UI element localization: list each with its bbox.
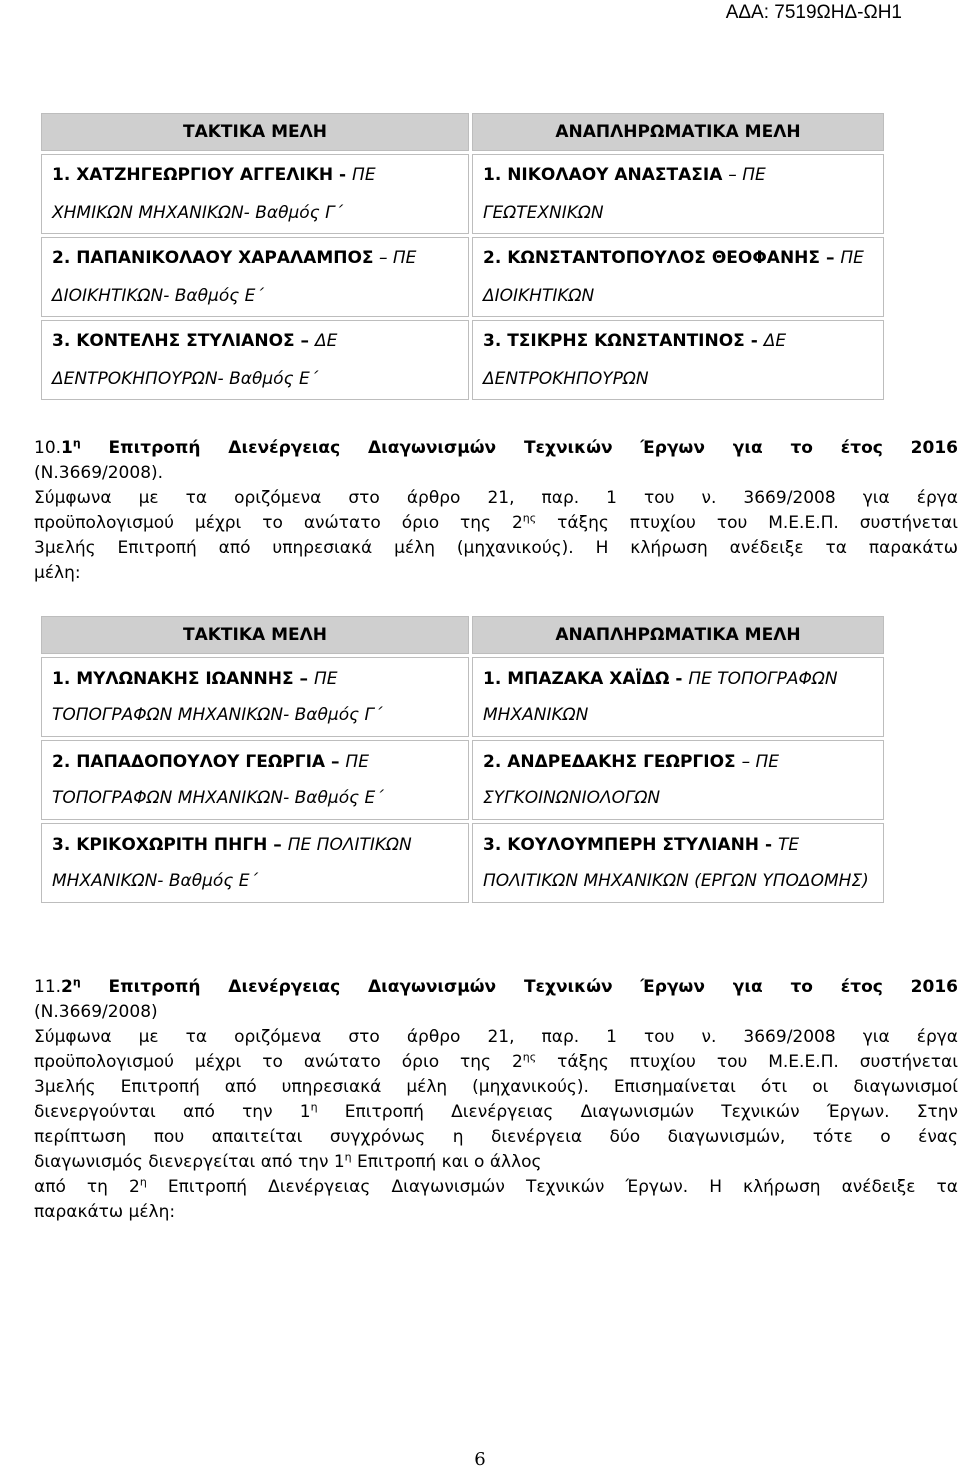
paragraph-line: προϋπολογισμού μέχρι το ανώτατο όριο της $2^{\eta\varsigma}$ τάξης πτυχίου του Μ.Ε.Ε.Π. συστήνεται — [34, 1050, 958, 1072]
paragraph-line: 3μελής Επιτροπή από υπηρεσιακά μέλη (μηχανικούς). Η κλήρωση ανέδειξε τα παρακάτω — [34, 538, 958, 558]
paragraph-line: περίπτωση που απαιτείται συγχρόνως η διενέργεια δύο διαγωνισμών, τότε ο ένας — [34, 1127, 958, 1147]
paragraph-line: 3μελής Επιτροπή από υπηρεσιακά μέλη (μηχανικούς). Επισημαίνεται ότι οι διαγωνισμοί — [34, 1077, 958, 1097]
paragraph-line: μέλη: — [34, 563, 81, 583]
member-specialty: – ΠΕ ΓΕΩΤΕΧΝΙΚΩΝ — [483, 165, 766, 223]
table-row — [41, 740, 884, 820]
regular-member — [41, 320, 469, 400]
table-row — [41, 823, 884, 903]
member-specialty: ΠΕ ΤΟΠΟΓΡΑΦΩΝ ΜΗΧΑΝΙΚΩΝ- Βαθμός Ε΄ — [52, 752, 384, 808]
table-row — [41, 154, 884, 234]
regular-member — [41, 237, 469, 317]
section-number: 10. — [34, 438, 62, 458]
section-title: Επιτροπή Διενέργειας Διαγωνισμών Τεχνικών Έργων για το έτος 2016 — [80, 438, 958, 458]
paragraph-line: διαγωνισμός διενεργείται από την $1^\eta$ Επιτροπή και ο άλλος — [34, 1150, 542, 1172]
section-law: (Ν.3669/2008). — [34, 463, 164, 483]
section-10-heading — [34, 436, 958, 461]
member-name: 2. ΠΑΠΑΝΙΚΟΛΑΟΥ ΧΑΡΑΛΑΜΠΟΣ — [52, 248, 374, 268]
alternate-member — [472, 823, 884, 903]
section-11 — [34, 975, 958, 1225]
member-specialty: ΠΕ ΠΟΛΙΤΙΚΩΝ ΜΗΧΑΝΙΚΩΝ- Βαθμός Ε΄ — [52, 835, 412, 891]
committee-ordinal: 1 — [61, 438, 73, 458]
section-number: 11. — [34, 977, 62, 997]
member-specialty: ΠΕ ΤΟΠΟΓΡΑΦΩΝ ΜΗΧΑΝΙΚΩΝ- Βαθμός Γ΄ — [52, 669, 383, 725]
member-name: 2. ΠΑΠΑΔΟΠΟΥΛΟΥ ΓΕΩΡΓΙΑ – — [52, 752, 346, 772]
alternate-member — [472, 154, 884, 234]
member-name: 2. ΚΩΝΣΤΑΝΤΟΠΟΥΛΟΣ ΘΕΟΦΑΝΗΣ – — [483, 248, 841, 268]
member-specialty: ΠΕ ΧΗΜΙΚΩΝ ΜΗΧΑΝΙΚΩΝ- Βαθμός Γ΄ — [52, 165, 376, 223]
member-specialty: – ΠΕ ΣΥΓΚΟΙΝΩΝΙΟΛΟΓΩΝ — [483, 752, 779, 808]
col-header-regular: ΤΑΚΤΙΚΑ ΜΕΛΗ — [41, 616, 469, 654]
paragraph-line: από τη $2^\eta$ Επιτροπή Διενέργειας Διαγωνισμών Τεχνικών Έργων. Η κλήρωση ανέδειξε τα — [34, 1175, 958, 1197]
col-header-alternate: ΑΝΑΠΛΗΡΩΜΑΤΙΚΑ ΜΕΛΗ — [472, 616, 884, 654]
member-name: 3. ΚΟΥΛΟΥΜΠΕΡΗ ΣΤΥΛΙΑΝΗ - — [483, 835, 778, 855]
page-number: 6 — [474, 1449, 486, 1470]
table-row — [41, 657, 884, 737]
regular-member — [41, 657, 469, 737]
member-name: 1. ΝΙΚΟΛΑΟΥ ΑΝΑΣΤΑΣΙΑ — [483, 165, 729, 185]
member-specialty: – ΠΕ ΔΙΟΙΚΗΤΙΚΩΝ- Βαθμός Ε΄ — [52, 248, 417, 306]
member-name: 3. ΚΟΝΤΕΛΗΣ ΣΤΥΛΙΑΝΟΣ – — [52, 331, 315, 351]
paragraph-line: παρακάτω μέλη: — [34, 1202, 176, 1222]
paragraph-line: διενεργούνται από την $1^\eta$ Επιτροπή Διενέργειας Διαγωνισμών Τεχνικών Έργων. Στην — [34, 1100, 958, 1122]
member-name: 3. ΚΡΙΚΟΧΩΡΙΤΗ ΠΗΓΗ – — [52, 835, 288, 855]
ordinal-suffix: η — [72, 975, 81, 989]
member-specialty: ΤΕ ΠΟΛΙΤΙΚΩΝ ΜΗΧΑΝΙΚΩΝ (ΕΡΓΩΝ ΥΠΟΔΟΜΗΣ) — [483, 835, 869, 891]
member-name: 1. ΧΑΤΖΗΓΕΩΡΓΙΟΥ ΑΓΓΕΛΙΚΗ - — [52, 165, 353, 185]
section-10 — [34, 436, 958, 586]
member-name: 1. ΜΠΑΖΑΚΑ ΧΑΪΔΩ - — [483, 669, 689, 689]
ordinal-suffix: η — [72, 436, 81, 450]
paragraph-line: Σύμφωνα με τα οριζόμενα στο άρθρο 21, παρ. 1 του ν. 3669/2008 για έργα — [34, 488, 958, 508]
member-specialty: ΔΕ ΔΕΝΤΡΟΚΗΠΟΥΡΩΝ — [483, 331, 787, 389]
section-11-heading — [34, 975, 958, 1000]
col-header-regular: ΤΑΚΤΙΚΑ ΜΕΛΗ — [41, 113, 469, 151]
paragraph-line: προϋπολογισμού μέχρι το ανώτατο όριο της $2^{\eta\varsigma}$ τάξης πτυχίου του Μ.Ε.Ε.Π. συστήνεται — [34, 511, 958, 533]
member-name: 1. ΜΥΛΩΝΑΚΗΣ ΙΩΑΝΝΗΣ – — [52, 669, 314, 689]
table-header-row — [41, 616, 884, 654]
members-table-1 — [38, 110, 887, 403]
paragraph-line: Σύμφωνα με τα οριζόμενα στο άρθρο 21, παρ. 1 του ν. 3669/2008 για έργα — [34, 1027, 958, 1047]
section-law: (Ν.3669/2008) — [34, 1002, 158, 1022]
regular-member — [41, 823, 469, 903]
table-row — [41, 237, 884, 317]
committee-ordinal: 2 — [61, 977, 73, 997]
member-specialty: ΔΕ ΔΕΝΤΡΟΚΗΠΟΥΡΩΝ- Βαθμός Ε΄ — [52, 331, 338, 389]
member-name: 3. ΤΣΙΚΡΗΣ ΚΩΝΣΤΑΝΤΙΝΟΣ - — [483, 331, 764, 351]
regular-member — [41, 154, 469, 234]
section-title: Επιτροπή Διενέργειας Διαγωνισμών Τεχνικών Έργων για το έτος 2016 — [80, 977, 958, 997]
member-specialty: ΠΕ ΔΙΟΙΚΗΤΙΚΩΝ — [483, 248, 864, 306]
table-row — [41, 320, 884, 400]
alternate-member — [472, 237, 884, 317]
members-table-2 — [38, 613, 887, 906]
member-specialty: ΠΕ ΤΟΠΟΓΡΑΦΩΝ ΜΗΧΑΝΙΚΩΝ — [483, 669, 838, 725]
table-header-row — [41, 113, 884, 151]
ada-code: ΑΔΑ: 7519ΩΗΔ-ΩΗ1 — [725, 2, 902, 23]
col-header-alternate: ΑΝΑΠΛΗΡΩΜΑΤΙΚΑ ΜΕΛΗ — [472, 113, 884, 151]
member-name: 2. ΑΝΔΡΕΔΑΚΗΣ ΓΕΩΡΓΙΟΣ — [483, 752, 742, 772]
alternate-member — [472, 320, 884, 400]
regular-member — [41, 740, 469, 820]
alternate-member — [472, 740, 884, 820]
alternate-member — [472, 657, 884, 737]
